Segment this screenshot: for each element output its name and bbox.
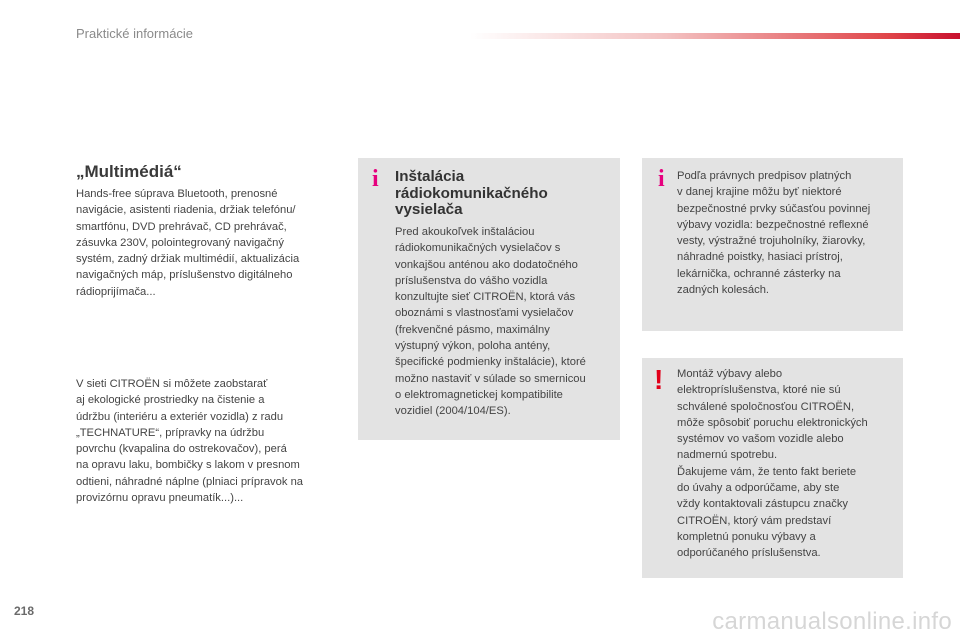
legal-requirements-info-box (642, 158, 903, 331)
header-accent-bar (470, 33, 960, 39)
section-header: Praktické informácie (76, 26, 194, 41)
multimedia-title: „Multimédiá“ (76, 162, 182, 181)
legal-box-text: Podľa právnych predpisov platných v danej krajine môžu byť niektoré bezpečnostné prvky súčasťou povinnej výbavy vozidla: bezpečnostné reflexné vesty, výstražné trojuholníky, žiarovky, náhradné poistky, hasiaci prístroj, lekárnička, ochranné zásterky na zadných kolesách. (677, 170, 871, 297)
warning-box-text: Montáž výbavy alebo elektropríslušenstva, ktoré nie sú schválené spoločnosťou CITROËN, môže spôsobiť poruchu elektronických systémov vo vašom vozidle alebo nadmernú spotrebu. Ďakujeme vám, že tento fakt beriete do úvahy a odporúčame, aby ste vždy kontaktovali zástupcu značky CITROËN, ktorý vám predstaví kompletnú ponuku výbavy a odporúčaného príslušenstva. (677, 368, 868, 560)
multimedia-paragraph: Hands-free súprava Bluetooth, prenosné navigácie, asistenti riadenia, držiak telefónu/ smartfónu, DVD prehrávač, CD prehrávač, zásuvka 230V, polointegrovaný navigačný systém, zadný držiak multimédií, aktualizácia navigačných máp, príslušenstvo digitálneho rádioprijímača... (76, 188, 300, 298)
page-number: 218 (14, 604, 35, 618)
watermark: carmanualsonline.info (712, 608, 952, 635)
install-box-text: Pred akoukoľvek inštaláciou rádiokomunikačných vysielačov s vonkajšou anténou ako dodatočného príslušenstva do vášho vozidla konzultujte sieť CITROËN, ktorá vás oboznámi s vlastnosťami vysielačov (frekvenčné pásmo, maximálny výstupný výkon, poloha antény, špecifické podmienky inštalácie), ktoré možno nastaviť v súlade so smernicou o elektromagnetickej kompatibilite vozidiel (2004/104/ES). (395, 226, 586, 418)
technature-paragraph: V sieti CITROËN si môžete zaobstarať aj ekologické prostriedky na čistenie a údržbu (interiéru a exteriér vozidla) z radu „TECHNATURE“, prípravky na údržbu povrchu (kvapalina do ostrekovačov), perá na opravu laku, bombičky s lakom v presnom odtieni, náhradné náplne (plniaci prípravok na provizórnu opravu pneumatík...)... (76, 378, 304, 505)
info-icon: i (658, 166, 665, 192)
install-box-title: Inštalácia rádiokomunikačného vysielača (395, 168, 548, 218)
accessory-warning-box (642, 358, 903, 578)
radio-installation-info-box (358, 158, 620, 440)
warning-icon: ! (654, 364, 664, 395)
info-icon: i (372, 166, 379, 192)
